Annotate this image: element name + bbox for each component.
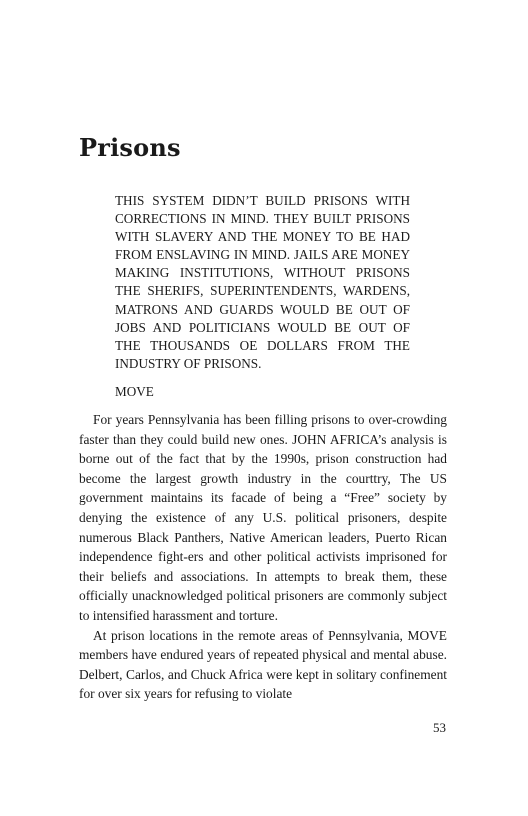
epigraph-attribution: MOVE xyxy=(115,383,154,399)
body-paragraph: At prison locations in the remote areas of Pennsylvania, MOVE members have endured years of repeated physical and mental abuse. Delbert, Carlos, and Chuck Africa were kept in solitary confinement for over six years for refusing to violate xyxy=(79,627,447,702)
epigraph-block xyxy=(115,192,410,401)
page-number: 53 xyxy=(433,720,446,735)
epigraph-text: THIS SYSTEM DIDN’T BUILD PRISONS WITH CORRECTIONS IN MIND. THEY BUILT PRISONS WITH SLAVERY AND THE MONEY TO BE HAD FROM ENSLAVING IN MIND. JAILS ARE MONEY MAKING INSTITUTIONS, WITHOUT PRISONS THE SHERIFS, SUPERINTENDENTS, WARDENS, MATRONS AND GUARDS WOULD BE OUT OF JOBS AND POLITICIANS WOULD BE OUT OF THE THOUSANDS OE DOLLARS FROM THE INDUSTRY OF PRISONS. xyxy=(115,193,410,371)
chapter-title: Prisons xyxy=(79,133,181,162)
body-paragraph: For years Pennsylvania has been filling prisons to over-crowding faster than they could build new ones. JOHN AFRICA’s analysis is borne out of the fact that by the 1990s, prison construction had become the largest growth industry in the courttry, The US government maintains its facade of being a “Free” society by denying the existence of any U.S. political prisoners, despite numerous Black Panthers, Native American leaders, Puerto Rican independence fight-ers and other political activists imprisoned for their beliefs and associations. In attempts to break them, these officially unacknowledged political prisoners are commonly subject to intensified harassment and torture. xyxy=(79,412,447,623)
body-text xyxy=(79,410,447,704)
